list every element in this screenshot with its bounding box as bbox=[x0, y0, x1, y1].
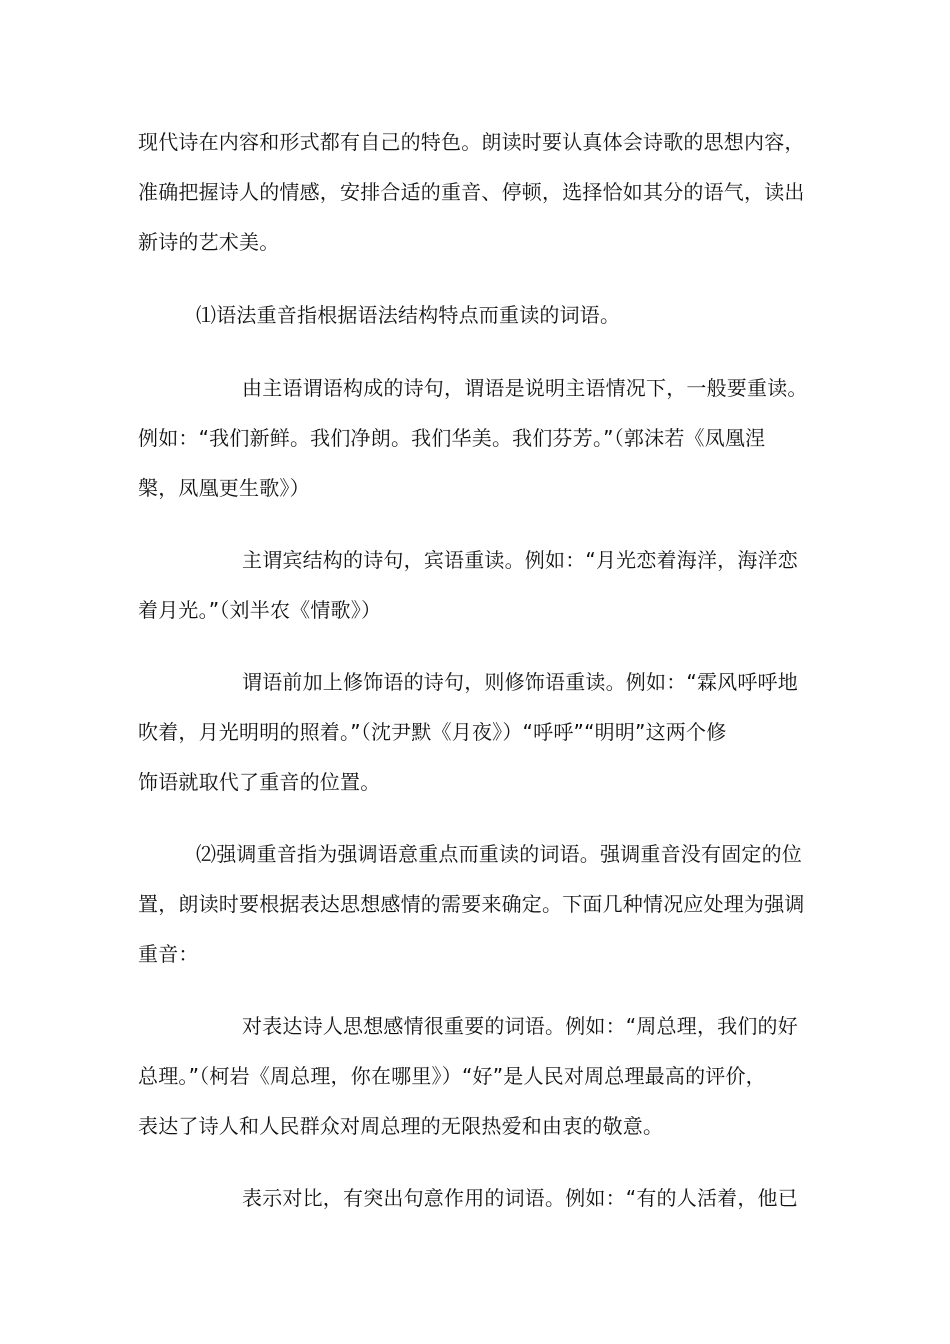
paragraph-5-line-1: 谓语前加上修饰语的诗句，则修饰语重读。例如：“霖风呼呼地 bbox=[242, 670, 798, 694]
paragraph-6-line-3: 重音： bbox=[138, 942, 199, 966]
paragraph-3-line-3: 槃，凤凰更生歌》） bbox=[138, 476, 310, 500]
paragraph-1-line-2: 准确把握诗人的情感，安排合适的重音、停顿，选择恰如其分的语气，读出 bbox=[138, 180, 805, 204]
paragraph-4-line-2: 着月光。”（刘半农《情歌》） bbox=[138, 598, 382, 622]
paragraph-6-line-2: 置，朗读时要根据表达思想感情的需要来确定。下面几种情况应处理为强调 bbox=[138, 892, 805, 916]
emphasis-stress-heading: ⑵强调重音指为强调语意重点而重读的词语。强调重音没有固定的位 bbox=[196, 842, 802, 866]
paragraph-1-line-3: 新诗的艺术美。 bbox=[138, 230, 280, 254]
paragraph-5-line-2: 吹着，月光明明的照着。”（沈尹默《月夜》）“呼呼”“明明”这两个修 bbox=[138, 720, 727, 744]
paragraph-1-line-1: 现代诗在内容和形式都有自己的特色。朗读时要认真体会诗歌的思想内容， bbox=[138, 130, 805, 154]
paragraph-3-line-2: 例如：“我们新鲜。我们净朗。我们华美。我们芬芳。”（郭沫若《凤凰涅 bbox=[138, 426, 766, 450]
paragraph-3-line-1: 由主语谓语构成的诗句，谓语是说明主语情况下，一般要重读。 bbox=[242, 376, 808, 400]
paragraph-5-line-3: 饰语就取代了重音的位置。 bbox=[138, 770, 381, 794]
paragraph-8-line-1: 表示对比，有突出句意作用的词语。例如：“有的人活着，他已 bbox=[242, 1186, 798, 1210]
paragraph-7-line-2: 总理。”（柯岩《周总理，你在哪里》）“好”是人民对周总理最高的评价， bbox=[138, 1064, 766, 1088]
paragraph-7-line-1: 对表达诗人思想感情很重要的词语。例如：“周总理，我们的好 bbox=[242, 1014, 798, 1038]
grammar-stress-heading: ⑴语法重音指根据语法结构特点而重读的词语。 bbox=[196, 303, 621, 327]
paragraph-4-line-1: 主谓宾结构的诗句，宾语重读。例如：“月光恋着海洋，海洋恋 bbox=[242, 548, 798, 572]
paragraph-7-line-3: 表达了诗人和人民群众对周总理的无限热爱和由衷的敬意。 bbox=[138, 1114, 664, 1138]
